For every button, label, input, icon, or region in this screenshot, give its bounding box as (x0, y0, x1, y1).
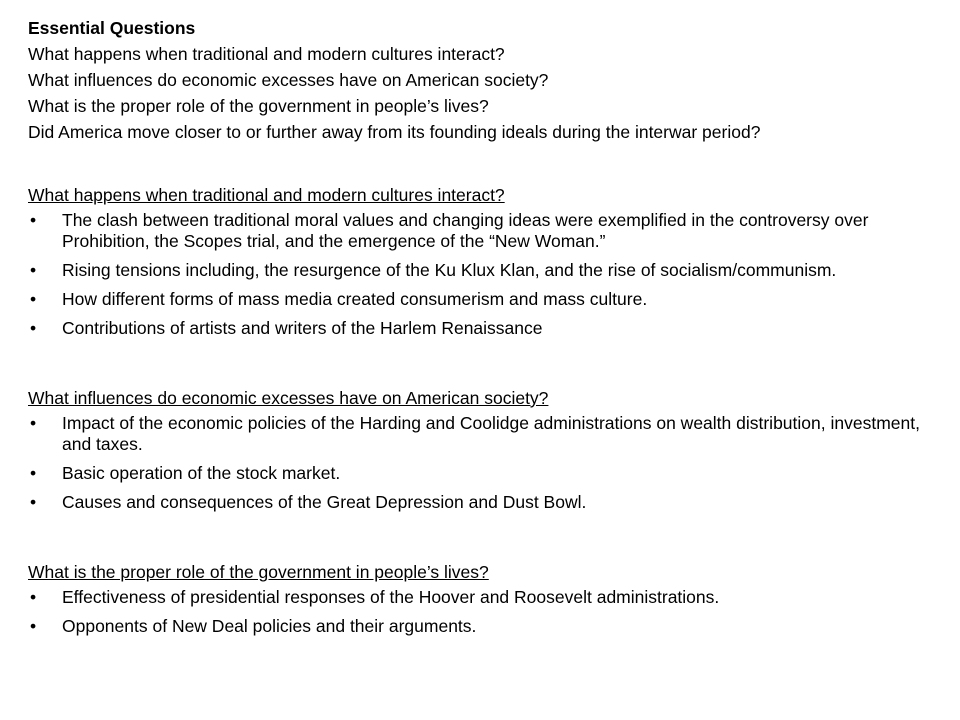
list-item (28, 289, 943, 310)
section-cultures (28, 182, 943, 339)
section-heading: What influences do economic excesses have on American society? (28, 388, 549, 408)
essential-question: What influences do economic excesses have on American society? (28, 70, 549, 90)
bullet-icon: • (30, 260, 37, 280)
list-item-text: Contributions of artists and writers of the Harlem Renaissance (62, 318, 543, 338)
bullet-icon: • (30, 587, 37, 607)
essential-question: What is the proper role of the government in people’s lives? (28, 96, 489, 116)
list-item-text: Basic operation of the stock market. (62, 463, 341, 483)
bullet-icon: • (30, 210, 37, 230)
essential-question: Did America move closer to or further away from its founding ideals during the interwar period? (28, 122, 761, 142)
section-heading: What is the proper role of the government in people’s lives? (28, 562, 489, 582)
bullet-icon: • (30, 616, 37, 636)
list-item-text: Effectiveness of presidential responses of the Hoover and Roosevelt administrations. (62, 587, 720, 607)
bullet-icon: • (30, 463, 37, 483)
essential-questions (28, 15, 943, 145)
list-item (28, 210, 943, 252)
list-item (28, 463, 943, 484)
bullet-list (28, 413, 943, 513)
list-item-text: Impact of the economic policies of the Harding and Coolidge administrations on wealth distribution, investment, and taxes. (62, 413, 920, 454)
list-item-text: Rising tensions including, the resurgence of the Ku Klux Klan, and the rise of socialism/communism. (62, 260, 837, 280)
section-economics (28, 385, 943, 513)
list-item (28, 260, 943, 281)
list-item (28, 492, 943, 513)
slide-content (28, 15, 943, 645)
bullet-icon: • (30, 492, 37, 512)
section-heading: What happens when traditional and modern cultures interact? (28, 185, 505, 205)
list-item-text: Opponents of New Deal policies and their arguments. (62, 616, 477, 636)
bullet-list (28, 587, 943, 637)
section-government (28, 559, 943, 637)
bullet-list (28, 210, 943, 339)
bullet-icon: • (30, 318, 37, 338)
essential-question: What happens when traditional and modern cultures interact? (28, 44, 505, 64)
bullet-icon: • (30, 289, 37, 309)
list-item-text: The clash between traditional moral values and changing ideas were exemplified in the controversy over Prohibition, the Scopes trial, and the emergence of the “New Woman.” (62, 210, 869, 251)
list-item (28, 587, 943, 608)
list-item (28, 318, 943, 339)
list-item-text: How different forms of mass media created consumerism and mass culture. (62, 289, 648, 309)
list-item (28, 616, 943, 637)
list-item (28, 413, 943, 455)
list-item-text: Causes and consequences of the Great Depression and Dust Bowl. (62, 492, 587, 512)
essential-questions-title: Essential Questions (28, 18, 196, 38)
bullet-icon: • (30, 413, 37, 433)
